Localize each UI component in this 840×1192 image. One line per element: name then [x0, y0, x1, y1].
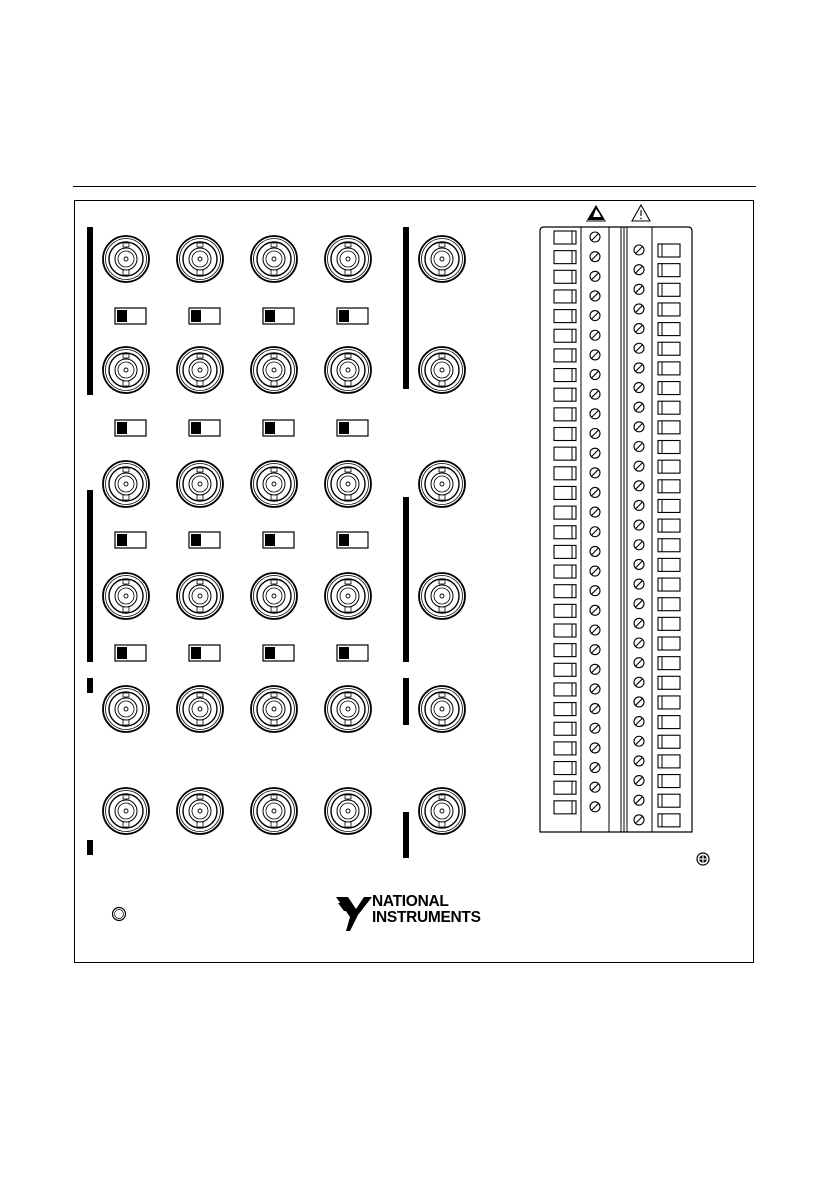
bnc-connector-0 — [103, 236, 149, 282]
bnc-connector-7 — [325, 347, 371, 393]
right-terminal-screw-19 — [634, 618, 644, 628]
left-terminal-slot-3 — [554, 290, 576, 303]
selector-switch-4 — [115, 420, 146, 436]
left-terminal-slot-22 — [554, 663, 576, 676]
left-terminal-screw-13 — [590, 487, 600, 497]
right-terminal-screw-13 — [634, 500, 644, 510]
left-terminal-slot-25 — [554, 722, 576, 735]
group-bar-6 — [403, 678, 409, 725]
right-terminal-slot-26 — [658, 755, 680, 768]
ni-eagle-logo-icon — [334, 893, 374, 933]
right-terminal-slot-15 — [658, 539, 680, 552]
left-terminal-screw-29 — [590, 802, 600, 812]
left-terminal-screw-21 — [590, 645, 600, 655]
right-terminal-screw-10 — [634, 442, 644, 452]
left-terminal-slot-19 — [554, 604, 576, 617]
selector-switch-15 — [337, 645, 368, 661]
left-terminal-slot-17 — [554, 565, 576, 578]
bnc-connector-20 — [103, 788, 149, 834]
bnc-connector-3 — [325, 236, 371, 282]
left-terminal-slot-5 — [554, 329, 576, 342]
left-terminal-screw-12 — [590, 468, 600, 478]
group-bar-0 — [87, 227, 93, 395]
power-led-icon — [113, 908, 126, 921]
bnc-connector-11 — [325, 461, 371, 507]
left-terminal-screw-4 — [590, 311, 600, 321]
left-terminal-slot-24 — [554, 703, 576, 716]
bnc-connector-2 — [251, 236, 297, 282]
right-terminal-slot-19 — [658, 617, 680, 630]
bnc-connector-19 — [325, 686, 371, 732]
right-terminal-slot-11 — [658, 460, 680, 473]
right-terminal-slot-7 — [658, 382, 680, 395]
left-terminal-screw-18 — [590, 586, 600, 596]
right-terminal-slot-23 — [658, 696, 680, 709]
bnc-connector-8 — [103, 461, 149, 507]
left-terminal-slot-16 — [554, 545, 576, 558]
bnc-connector-14 — [251, 573, 297, 619]
right-terminal-slot-14 — [658, 519, 680, 532]
right-terminal-slot-0 — [658, 244, 680, 257]
bnc-connector-21 — [177, 788, 223, 834]
left-terminal-screw-16 — [590, 546, 600, 556]
selector-switch-3 — [337, 308, 368, 324]
logo-line-2: INSTRUMENTS — [372, 909, 481, 926]
right-terminal-screw-23 — [634, 697, 644, 707]
bnc-connector-10 — [251, 461, 297, 507]
left-terminal-screw-9 — [590, 409, 600, 419]
right-terminal-slot-25 — [658, 735, 680, 748]
left-terminal-screw-22 — [590, 664, 600, 674]
group-bar-4 — [403, 227, 409, 389]
right-terminal-screw-21 — [634, 658, 644, 668]
left-terminal-slot-0 — [554, 231, 576, 244]
left-terminal-screw-28 — [590, 782, 600, 792]
left-terminal-screw-0 — [590, 232, 600, 242]
left-terminal-screw-1 — [590, 252, 600, 262]
left-terminal-slot-15 — [554, 526, 576, 539]
left-terminal-slot-28 — [554, 781, 576, 794]
terminal-block — [540, 227, 692, 832]
right-terminal-slot-17 — [658, 578, 680, 591]
left-terminal-screw-3 — [590, 291, 600, 301]
bnc-connector-4 — [103, 347, 149, 393]
right-terminal-screw-4 — [634, 324, 644, 334]
right-terminal-slot-6 — [658, 362, 680, 375]
right-terminal-screw-5 — [634, 343, 644, 353]
bnc-connector-1 — [177, 236, 223, 282]
selector-switch-2 — [263, 308, 294, 324]
left-terminal-screw-5 — [590, 330, 600, 340]
right-terminal-screw-18 — [634, 599, 644, 609]
caution-triangle-icon — [632, 205, 650, 221]
left-terminal-slot-29 — [554, 801, 576, 814]
left-terminal-screw-6 — [590, 350, 600, 360]
right-terminal-slot-8 — [658, 401, 680, 414]
selector-switch-12 — [115, 645, 146, 661]
bnc-connector-17 — [177, 686, 223, 732]
left-terminal-slot-10 — [554, 428, 576, 441]
right-terminal-screw-7 — [634, 383, 644, 393]
bnc-connector-16 — [103, 686, 149, 732]
left-terminal-screw-26 — [590, 743, 600, 753]
ni-logo — [334, 893, 484, 933]
right-terminal-slot-2 — [658, 283, 680, 296]
right-terminal-screw-26 — [634, 756, 644, 766]
right-terminal-slot-4 — [658, 323, 680, 336]
left-terminal-slot-6 — [554, 349, 576, 362]
logo-line-1: NATIONAL — [372, 893, 449, 910]
left-terminal-slot-27 — [554, 762, 576, 775]
left-terminal-slot-8 — [554, 388, 576, 401]
selector-switch-6 — [263, 420, 294, 436]
right-terminal-screw-3 — [634, 304, 644, 314]
bnc-connector-22 — [251, 788, 297, 834]
right-terminal-screw-15 — [634, 540, 644, 550]
right-terminal-screw-8 — [634, 402, 644, 412]
selector-switch-13 — [189, 645, 220, 661]
right-terminal-screw-24 — [634, 717, 644, 727]
ground-screw-icon — [697, 853, 709, 865]
right-terminal-screw-16 — [634, 559, 644, 569]
selector-switch-11 — [337, 532, 368, 548]
bnc-connector-26 — [419, 461, 465, 507]
left-terminal-slot-14 — [554, 506, 576, 519]
right-terminal-slot-20 — [658, 637, 680, 650]
left-terminal-screw-11 — [590, 448, 600, 458]
right-terminal-screw-29 — [634, 815, 644, 825]
left-terminal-slot-23 — [554, 683, 576, 696]
right-terminal-screw-0 — [634, 245, 644, 255]
right-terminal-screw-12 — [634, 481, 644, 491]
right-terminal-screw-1 — [634, 265, 644, 275]
right-terminal-slot-29 — [658, 814, 680, 827]
bnc-connector-13 — [177, 573, 223, 619]
bnc-connector-28 — [419, 686, 465, 732]
right-terminal-screw-14 — [634, 520, 644, 530]
left-terminal-slot-9 — [554, 408, 576, 421]
right-terminal-screw-20 — [634, 638, 644, 648]
selector-switch-8 — [115, 532, 146, 548]
bnc-connector-25 — [419, 347, 465, 393]
right-terminal-slot-3 — [658, 303, 680, 316]
left-terminal-screw-10 — [590, 429, 600, 439]
left-terminal-slot-26 — [554, 742, 576, 755]
left-terminal-screw-19 — [590, 605, 600, 615]
right-terminal-screw-6 — [634, 363, 644, 373]
right-terminal-screw-28 — [634, 795, 644, 805]
bnc-connector-27 — [419, 573, 465, 619]
left-terminal-screw-20 — [590, 625, 600, 635]
selector-switch-5 — [189, 420, 220, 436]
right-terminal-screw-9 — [634, 422, 644, 432]
bnc-connector-6 — [251, 347, 297, 393]
right-terminal-screw-17 — [634, 579, 644, 589]
left-terminal-slot-2 — [554, 270, 576, 283]
left-terminal-screw-25 — [590, 723, 600, 733]
left-terminal-screw-27 — [590, 763, 600, 773]
bnc-connector-12 — [103, 573, 149, 619]
selector-switch-0 — [115, 308, 146, 324]
left-terminal-slot-7 — [554, 369, 576, 382]
right-terminal-slot-21 — [658, 657, 680, 670]
bnc-connector-23 — [325, 788, 371, 834]
group-bar-7 — [403, 812, 409, 858]
left-terminal-slot-21 — [554, 644, 576, 657]
right-terminal-slot-9 — [658, 421, 680, 434]
left-terminal-slot-18 — [554, 585, 576, 598]
right-terminal-slot-24 — [658, 716, 680, 729]
left-terminal-screw-8 — [590, 389, 600, 399]
selector-switch-10 — [263, 532, 294, 548]
right-terminal-screw-11 — [634, 461, 644, 471]
selector-switch-1 — [189, 308, 220, 324]
right-terminal-screw-2 — [634, 284, 644, 294]
bnc-connector-18 — [251, 686, 297, 732]
right-terminal-slot-28 — [658, 794, 680, 807]
esd-warning-icon — [586, 205, 606, 221]
left-terminal-screw-7 — [590, 370, 600, 380]
right-terminal-slot-16 — [658, 558, 680, 571]
right-terminal-slot-22 — [658, 676, 680, 689]
selector-switch-14 — [263, 645, 294, 661]
left-terminal-screw-17 — [590, 566, 600, 576]
bnc-connector-5 — [177, 347, 223, 393]
left-terminal-slot-4 — [554, 310, 576, 323]
right-terminal-screw-22 — [634, 677, 644, 687]
selector-switch-7 — [337, 420, 368, 436]
right-terminal-slot-1 — [658, 264, 680, 277]
left-terminal-slot-20 — [554, 624, 576, 637]
right-terminal-slot-5 — [658, 342, 680, 355]
right-terminal-slot-27 — [658, 775, 680, 788]
right-terminal-slot-10 — [658, 441, 680, 454]
left-terminal-screw-15 — [590, 527, 600, 537]
right-terminal-screw-27 — [634, 776, 644, 786]
left-terminal-slot-13 — [554, 486, 576, 499]
right-terminal-screw-25 — [634, 736, 644, 746]
left-terminal-slot-11 — [554, 447, 576, 460]
bnc-connector-9 — [177, 461, 223, 507]
group-bar-2 — [87, 678, 93, 693]
right-terminal-slot-13 — [658, 499, 680, 512]
left-terminal-screw-2 — [590, 271, 600, 281]
right-terminal-slot-12 — [658, 480, 680, 493]
left-terminal-slot-1 — [554, 251, 576, 264]
bnc-connector-29 — [419, 788, 465, 834]
bnc-connector-15 — [325, 573, 371, 619]
bnc-connector-24 — [419, 236, 465, 282]
left-terminal-screw-23 — [590, 684, 600, 694]
left-terminal-screw-14 — [590, 507, 600, 517]
right-terminal-slot-18 — [658, 598, 680, 611]
group-bar-1 — [87, 490, 93, 662]
left-terminal-slot-12 — [554, 467, 576, 480]
selector-switch-9 — [189, 532, 220, 548]
group-bar-5 — [403, 497, 409, 662]
left-terminal-screw-24 — [590, 704, 600, 714]
group-bar-3 — [87, 840, 93, 855]
